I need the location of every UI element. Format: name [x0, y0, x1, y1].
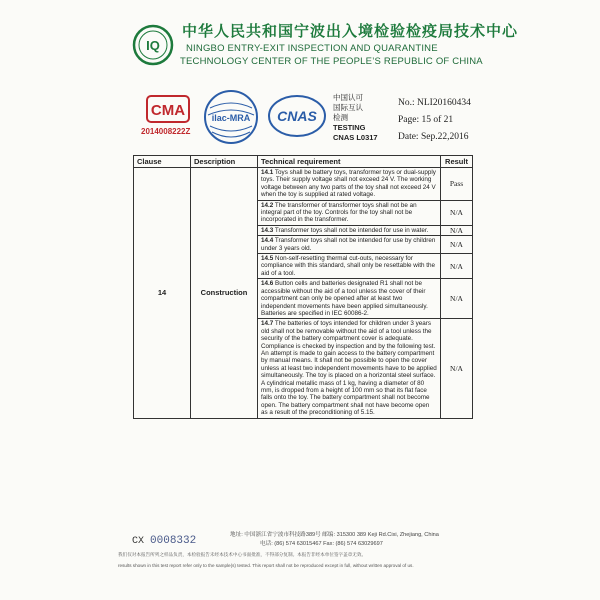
org-name-chinese: 中华人民共和国宁波出入境检验检疫局技术中心	[182, 22, 519, 40]
report-date: Date: Sep.22,2016	[398, 132, 469, 142]
requirement-number: 14.1	[261, 169, 274, 176]
requirement-text: Button cells and batteries designated R1 shall not be accessible without the aid of a tool unless the cover of their compartment can only be opened after at least two independent movements have been applied simultaneously. Batteries are specified in IEC 60086-2.	[261, 280, 428, 317]
requirement-text: The transformer of transformer toys shall not be an integral part of the toy. Controls for the toy shall not be incorporated in the transformer.	[261, 201, 417, 224]
requirement-text: The batteries of toys intended for children under 3 years old shall not be removable without the aid of a tool unless the security of the battery compartment cover is adequate. Compliance is checked by inspection and by the following test. An attempt is made to gain access to the battery compartment by manual means. It shall not be possible to open the cover unless at least two independent movements have to be applied simultaneously. The toy is placed on a horizontal steel surface. A cylindrical metallic mass of 1 kg, having a diameter of 80 mm, is dropped from a height of 100 mm so that its flat face falls onto the toy. The battery compartment shall not become open. The battery compartment shall not have become open as a result of the preconditioning of 5.15.	[261, 320, 437, 417]
result-cell: N/A	[441, 254, 473, 279]
requirement-text: Transformer toys shall not be intended for use by children under 3 years old.	[261, 237, 436, 252]
result-cell: Pass	[441, 168, 473, 201]
requirement-number: 14.2	[261, 201, 274, 209]
ilac-mra-mark-icon	[202, 88, 260, 146]
header-technical-requirement: Technical requirement	[258, 156, 441, 168]
svg-text:CMA: CMA	[150, 102, 186, 119]
table-row	[134, 168, 473, 201]
cnas-cn-line3: 检测	[333, 113, 348, 122]
requirement-cell	[258, 225, 441, 235]
cnas-accreditation-text	[333, 93, 378, 143]
requirement-cell	[258, 200, 441, 225]
svg-text:CNAS: CNAS	[277, 108, 317, 124]
result-cell: N/A	[441, 225, 473, 235]
footer-notice-english: results shown in this test report refer only to the sample(s) tested. This report shall not be reproduced except in full, without written approval of us.	[118, 563, 414, 568]
requirement-number: 14.6	[261, 280, 274, 288]
clause-description: Construction	[191, 168, 258, 419]
requirement-number: 14.4	[261, 237, 274, 245]
result-cell: N/A	[441, 236, 473, 254]
report-page: Page: 15 of 21	[398, 115, 454, 125]
serial-number	[132, 535, 196, 547]
cnas-cn-line2: 国际互认	[333, 103, 363, 112]
footer-phone: 电话: (86) 574 63015467 Fax: (86) 574 63029697	[260, 541, 383, 547]
table-header-row	[134, 156, 473, 168]
requirement-number: 14.3	[261, 226, 274, 234]
header-clause: Clause	[134, 156, 191, 168]
requirement-cell	[258, 279, 441, 319]
header-description: Description	[191, 156, 258, 168]
org-name-english-line2: TECHNOLOGY CENTER OF THE PEOPLE’S REPUBLIC OF CHINA	[180, 56, 483, 67]
clause-number: 14	[134, 168, 191, 419]
report-meta	[398, 95, 471, 146]
requirement-text: Non-self-resetting thermal cut-outs, necessary for compliance with this standard, shall only be resettable with the aid of a tool.	[261, 255, 435, 277]
cnas-cn-line1: 中国认可	[333, 93, 363, 102]
cnas-mark-icon	[267, 92, 327, 140]
footer-notice-chinese: 我们仅对本报告所列之样品负责，本检验报告未经本技术中心书面批准，不得部分复制。本报告非经本单位签字盖章无效。	[118, 552, 367, 557]
requirement-cell	[258, 236, 441, 254]
cnas-en-line2: CNAS L0317	[333, 133, 378, 142]
result-cell: N/A	[441, 279, 473, 319]
cma-number: 2014008222Z	[141, 127, 191, 136]
report-number: No.: NLI20160434	[398, 98, 471, 108]
svg-text:ilac-MRA: ilac-MRA	[211, 113, 251, 123]
requirement-cell	[258, 254, 441, 279]
result-cell: N/A	[441, 200, 473, 225]
requirement-cell	[258, 319, 441, 418]
requirement-number: 14.5	[261, 255, 274, 263]
svg-text:IQ: IQ	[146, 38, 160, 53]
serial-prefix: CX	[132, 536, 145, 547]
requirements-table	[133, 155, 473, 419]
requirement-number: 14.7	[261, 320, 274, 328]
result-cell: N/A	[441, 319, 473, 418]
requirement-text: Transformer toys shall not be intended for use in water.	[273, 226, 429, 234]
cma-mark-icon	[146, 95, 190, 123]
requirement-cell	[258, 168, 441, 201]
cnas-en-line1: TESTING	[333, 123, 366, 132]
footer-address: 地址: 中国浙江省宁波市科技路389号 邮编: 315300 389 Keji Rd.Cixi, Zhejiang, China	[230, 532, 439, 538]
org-logo-icon	[132, 24, 174, 66]
serial-digits: 0008332	[150, 535, 197, 547]
org-name-english-line1: NINGBO ENTRY-EXIT INSPECTION AND QUARANTINE	[186, 43, 438, 54]
header-result: Result	[441, 156, 473, 168]
requirement-text: Toys shall be battery toys, transformer toys or dual-supply toys. Their supply voltage shall not exceed 24 V. The working voltage between any two parts of the toy shall not exceed 24 V when the toy is supplied at rated voltage.	[261, 169, 436, 199]
